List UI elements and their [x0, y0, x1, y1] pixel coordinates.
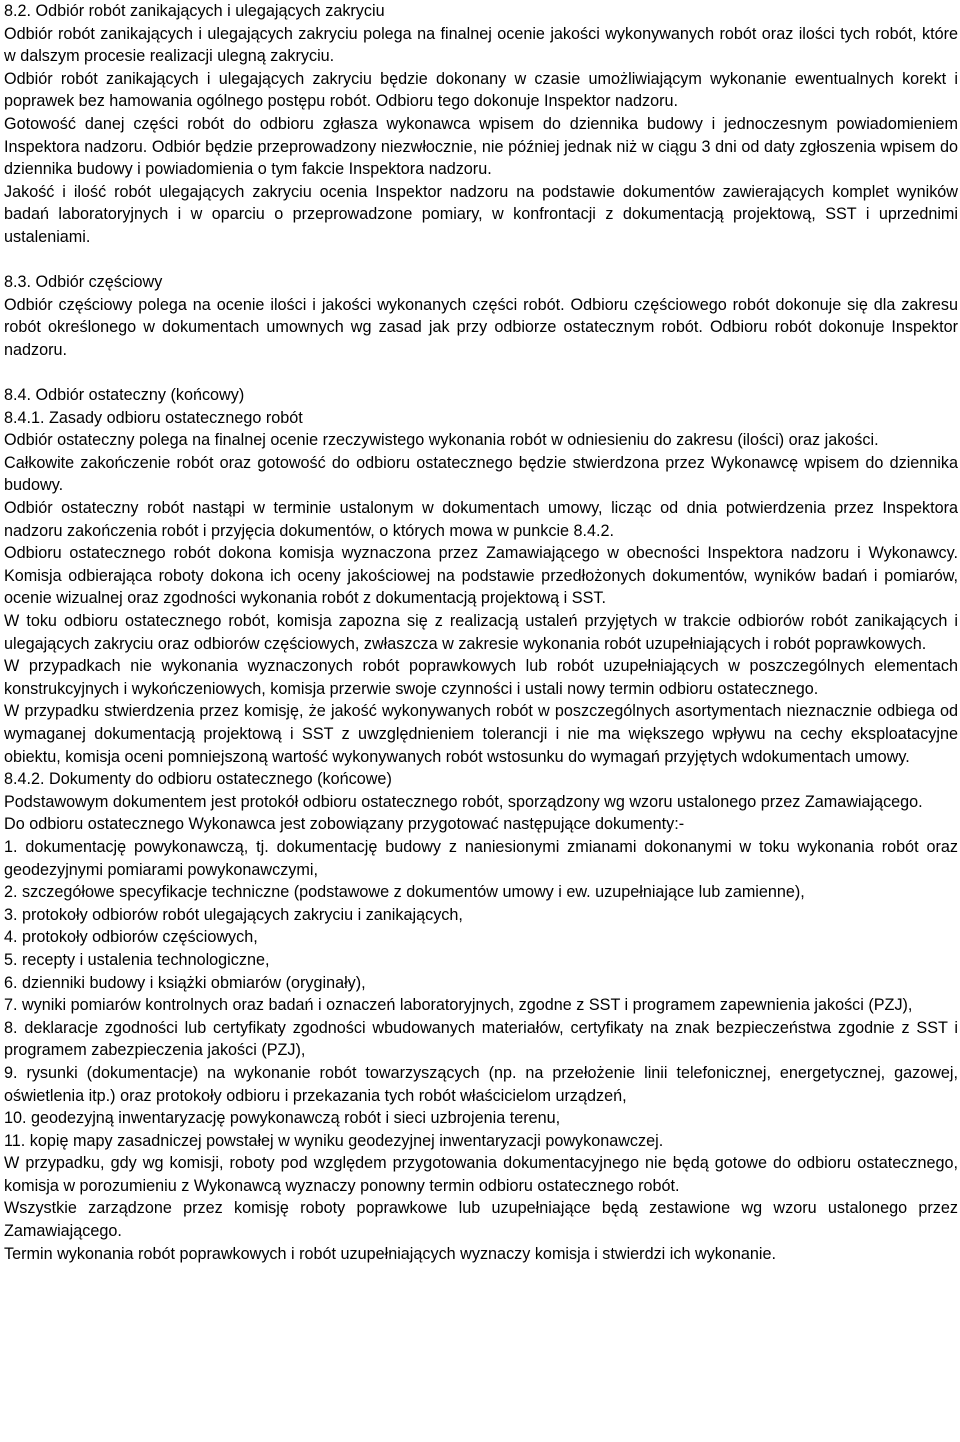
section-8-3-heading: 8.3. Odbiór częściowy	[4, 273, 163, 292]
section-8-4-2-heading: 8.4.2. Dokumenty do odbioru ostatecznego (końcowe)	[4, 770, 392, 789]
paragraph: Wszystkie zarządzone przez komisję roboty poprawkowe lub uzupełniające będą zestawione wg wzoru ustalonego przez Zamawiającego.	[4, 1199, 958, 1241]
section-8-4-1-heading: 8.4.1. Zasady odbioru ostatecznego robót	[4, 408, 303, 427]
paragraph: Jakość i ilość robót ulegających zakryciu ocenia Inspektor nadzoru na podstawie dokumentów zawierających komplet wyników badań laboratoryjnych i w oparciu o przeprowadzone pomiary, w konfrontacji z dokumentacją projektową, SST i uprzednimi ustaleniami.	[4, 182, 958, 246]
required-documents-list	[4, 836, 958, 1152]
list-item: 9. rysunki (dokumentacje) na wykonanie robót towarzyszących (np. na przełożenie linii telefonicznej, energetycznej, gazowej, oświetlenia itp.) oraz protokoły odbioru i przekazania tych robót właścicielom urządzeń,	[4, 1063, 958, 1105]
paragraph: W przypadku stwierdzenia przez komisję, że jakość wykonywanych robót w poszczególnych asortymentach nieznacznie odbiega od wymaganej dokumentacją projektową i SST z uwzględnieniem tolerancji i nie ma większego wpływu na cechy eksploatacyjne obiektu, komisja oceni pomniejszoną wartość wykonywanych robót wstosunku do wymagań przyjętych wdokumentach umowy.	[4, 702, 958, 766]
paragraph: Odbiór ostateczny polega na finalnej ocenie rzeczywistego wykonania robót w odniesieniu do zakresu (ilości) oraz jakości.	[4, 431, 879, 450]
paragraph: Odbiór robót zanikających i ulegających zakryciu polega na finalnej ocenie jakości wykonywanych robót oraz ilości tych robót, które w dalszym procesie realizacji ulegną zakryciu.	[4, 24, 958, 66]
paragraph: Całkowite zakończenie robót oraz gotowość do odbioru ostatecznego będzie stwierdzona przez Wykonawcę wpisem do dziennika budowy.	[4, 453, 958, 495]
list-item: 5. recepty i ustalenia technologiczne,	[4, 950, 270, 969]
list-item: 10. geodezyjną inwentaryzację powykonawczą robót i sieci uzbrojenia terenu,	[4, 1109, 561, 1128]
paragraph: Odbioru ostatecznego robót dokona komisja wyznaczona przez Zamawiającego w obecności Inspektora nadzoru i Wykonawcy. Komisja odbierająca roboty dokona ich oceny jakościowej na podstawie przedłożonych dokumentów, wyników badań i pomiarów, ocenie wizualnej oraz zgodności wykonania robót z dokumentacją projektową i SST.	[4, 544, 958, 608]
paragraph: Termin wykonania robót poprawkowych i robót uzupełniających wyznaczy komisja i stwierdzi ich wykonanie.	[4, 1244, 776, 1263]
paragraph: Do odbioru ostatecznego Wykonawca jest zobowiązany przygotować następujące dokumenty:-	[4, 815, 685, 834]
document-page	[4, 0, 958, 1265]
list-item: 1. dokumentację powykonawczą, tj. dokumentację budowy z naniesionymi zmianami dokonanymi w toku wykonania robót oraz geodezyjnymi pomiarami powykonawczymi,	[4, 837, 958, 879]
paragraph: Podstawowym dokumentem jest protokół odbioru ostatecznego robót, sporządzony wg wzoru ustalonego przez Zamawiającego.	[4, 792, 923, 811]
list-item: 2. szczegółowe specyfikacje techniczne (podstawowe z dokumentów umowy i ew. uzupełniające lub zamienne),	[4, 883, 805, 902]
paragraph: Gotowość danej części robót do odbioru zgłasza wykonawca wpisem do dziennika budowy i jednoczesnym powiadomieniem Inspektora nadzoru. Odbiór będzie przeprowadzony niezwłocznie, nie później jednak niż w ciągu 3 dni od daty zgłoszenia wpisem do dziennika budowy i powiadomienia o tym fakcie Inspektora nadzoru.	[4, 114, 958, 179]
spacer	[4, 362, 958, 385]
list-item: 8. deklaracje zgodności lub certyfikaty zgodności wbudowanych materiałów, certyfikaty na znak bezpieczeństwa zgodnie z SST i programem zabezpieczenia jakości (PZJ),	[4, 1018, 958, 1060]
paragraph: Odbiór robót zanikających i ulegających zakryciu będzie dokonany w czasie umożliwiającym wykonanie ewentualnych korekt i poprawek bez hamowania ogólnego postępu robót. Odbioru tego dokonuje Inspektor nadzoru.	[4, 69, 958, 111]
section-8-2-heading: 8.2. Odbiór robót zanikających i ulegających zakryciu	[4, 2, 385, 20]
list-item: 7. wyniki pomiarów kontrolnych oraz badań i oznaczeń laboratoryjnych, zgodne z SST i programem zapewnienia jakości (PZJ),	[4, 996, 913, 1015]
list-item: 6. dzienniki budowy i książki obmiarów (oryginały),	[4, 973, 366, 992]
spacer	[4, 249, 958, 272]
paragraph: W przypadku, gdy wg komisji, roboty pod względem przygotowania dokumentacyjnego nie będą gotowe do odbioru ostatecznego, komisja w porozumieniu z Wykonawcą wyznaczy ponowny termin odbioru ostatecznego robót.	[4, 1154, 958, 1195]
paragraph: W przypadkach nie wykonania wyznaczonych robót poprawkowych lub robót uzupełniających w poszczególnych elementach konstrukcyjnych i wykończeniowych, komisja przerwie swoje czynności i ustali nowy termin odbioru ostatecznego.	[4, 657, 958, 698]
list-item: 3. protokoły odbiorów robót ulegających zakryciu i zanikających,	[4, 905, 463, 924]
list-item: 11. kopię mapy zasadniczej powstałej w wyniku geodezyjnej inwentaryzacji powykonawczej.	[4, 1131, 664, 1150]
section-8-4-heading: 8.4. Odbiór ostateczny (końcowy)	[4, 386, 245, 405]
paragraph: Odbiór ostateczny robót nastąpi w terminie ustalonym w dokumentach umowy, licząc od dnia potwierdzenia przez Inspektora nadzoru zakończenia robót i przyjęcia dokumentów, o których mowa w punkcie 8.4.2.	[4, 499, 958, 540]
paragraph: Odbiór częściowy polega na ocenie ilości i jakości wykonanych części robót. Odbioru częściowego robót dokonuje się dla zakresu robót określonego w dokumentach umownych wg zasad jak przy odbiorze ostatecznym robót. Odbioru robót dokonuje Inspektor nadzoru.	[4, 295, 958, 359]
list-item: 4. protokoły odbiorów częściowych,	[4, 928, 258, 947]
paragraph: W toku odbioru ostatecznego robót, komisja zapozna się z realizacją ustaleń przyjętych w trakcie odbiorów robót zanikających i ulegających zakryciu oraz odbiorów częściowych, zwłaszcza w zakresie wykonania robót uzupełniających i robót poprawkowych.	[4, 612, 958, 653]
